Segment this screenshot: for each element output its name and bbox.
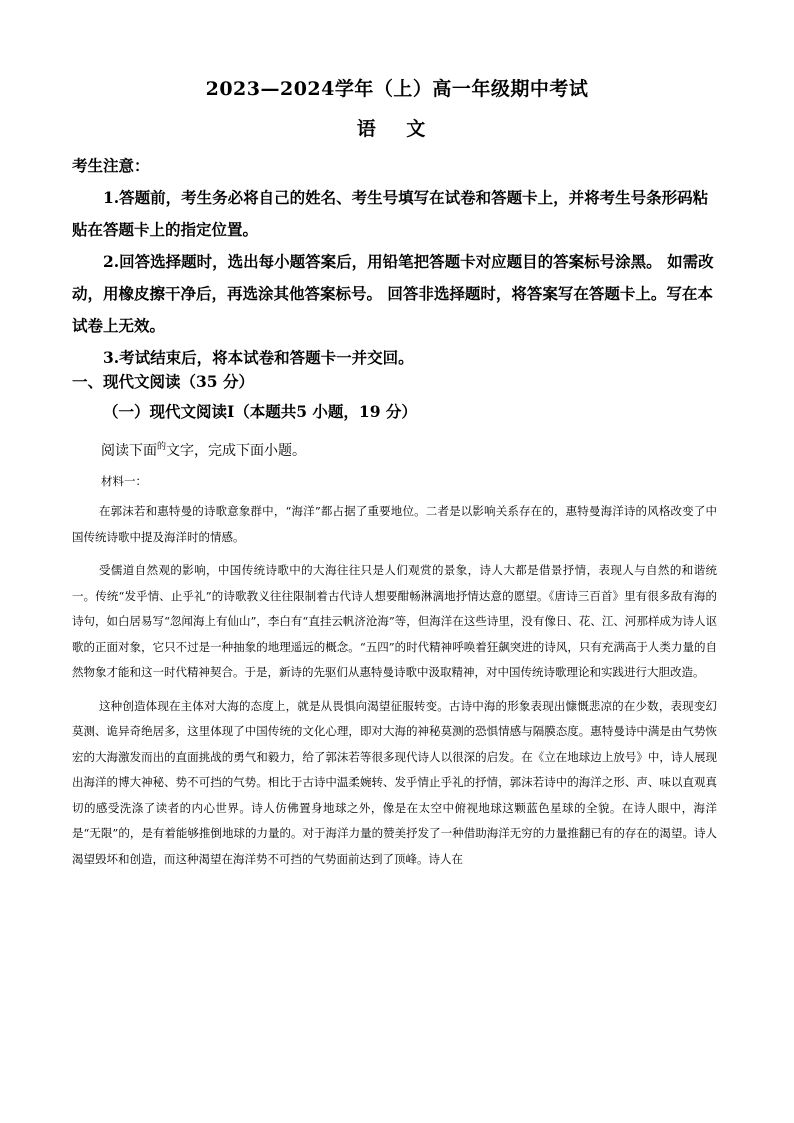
instruction-sup: 的 xyxy=(157,442,167,452)
exam-title: 2023—2024学年（上）高一年级期中考试 xyxy=(205,78,589,100)
passage-paragraph: 受儒道自然观的影响，中国传统诗歌中的大海往往只是人们观赏的景象，诗人大都是借景抒情，表现人与自然的和谐统一。传统“发乎情、止乎礼”的诗歌教义往往限制着古代诗人想要酣畅淋漓地抒情达意的愿望。《唐诗三百首》里有很多敌有海的诗句，如白居易写“忽闻海上有仙山”，李白有“直挂云帆济沧海”等，但海洋在这些诗里，没有像日、花、江、河那样成为诗人讴歌的正面对象，它只不过是一种抽象的地理遥远的概念。“五四”的时代精神呼唤着狂飙突进的诗风，只有充满高于人类力量的自然物象才能和这一时代精神契合。于是，新诗的先驱们从惠特曼诗歌中汲取精神，对中国传统诗歌理论和实践进行大胆改造。 xyxy=(72,563,717,679)
instruction-text: 阅读下面 xyxy=(101,443,157,459)
passage-paragraph: 在郭沫若和惠特曼的诗歌意象群中，“海洋”都占据了重要地位。二者是以影响关系存在的，惠特曼海洋诗的风格改变了中国传统诗歌中提及海洋时的情感。 xyxy=(72,504,717,544)
notice-item: 3.考试结束后，将本试卷和答题卡一并交回。 xyxy=(103,348,414,367)
reading-passage xyxy=(72,499,717,880)
passage-paragraph: 这种创造体现在主体对大海的态度上，就是从畏惧向渴望征服转变。古诗中海的形象表现出慷慨悲凉的在少数，表现变幻莫测、诡异奇绝居多，这里体现了中国传统的文化心理，即对大海的神秘莫测的恐惧情感与隔膜态度。惠特曼诗中满是由气势恢宏的大海激发而出的直面挑战的勇气和毅力，给了郭沫若等很多现代诗人以很深的启发。在《立在地球边上放号》中，诗人展现出海洋的博大神秘、势不可挡的气势。相比于古诗中温柔婉转、发乎情止乎礼的抒情，郭沫若诗中的海洋之形、声、味以直观真切的感受洗涤了读者的内心世界。诗人仿佛置身地球之外，像是在太空中俯视地球这颗蓝色星球的全貌。在诗人眼中，海洋是“无限”的，是有着能够推倒地球的力量的。对于海洋力量的赞美抒发了一种借助海洋无穷的力量推翻已有的存在的渴望。诗人渴望毁坏和创造，而这种渴望在海洋势不可挡的气势面前达到了顶峰。诗人在 xyxy=(72,698,717,866)
section-heading: 一、现代文阅读（35 分） xyxy=(72,372,254,391)
notice-item: 1.答题前，考生务必将自己的姓名、考生号填写在试卷和答题卡上，并将考生号条形码粘贴在答题卡上的指定位置。 xyxy=(72,188,709,239)
subsection-heading: （一）现代文阅读Ⅰ（本题共5 小题，19 分） xyxy=(103,402,417,421)
reading-instruction xyxy=(101,434,306,464)
exam-subject: 语 文 xyxy=(356,118,438,140)
material-label: 材料一： xyxy=(101,474,147,488)
notice-block xyxy=(72,150,722,374)
notice-heading: 考生注意： xyxy=(72,156,150,175)
notice-item: 2.回答选择题时，选出每小题答案后，用铅笔把答题卡对应题目的答案标号涂黑。 如需改动，用橡皮擦干净后，再选涂其他答案标号。 回答非选择题时，将答案写在答题卡上。写在本试卷上无效。 xyxy=(72,252,714,335)
instruction-text: 文字，完成下面小题。 xyxy=(166,443,307,459)
